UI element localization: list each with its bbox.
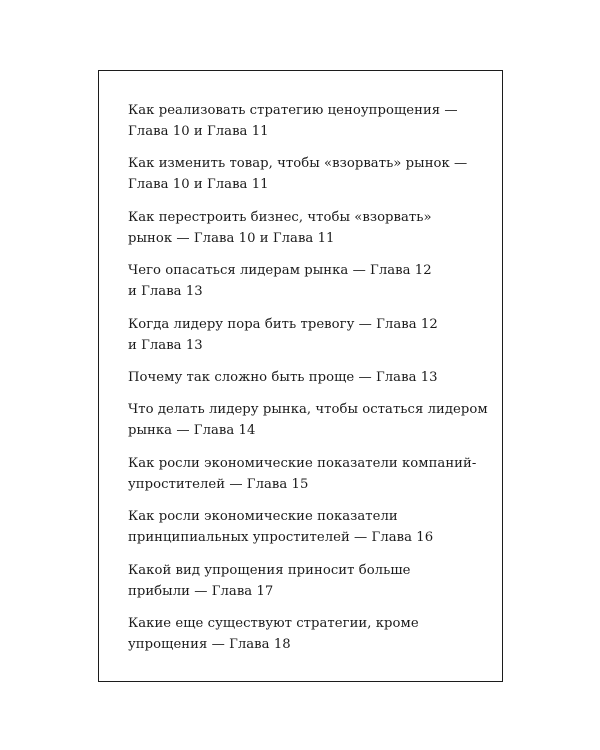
entry-line: Чего опасаться лидерам рынка — Глава 12 (128, 263, 432, 279)
list-item (128, 453, 478, 495)
list-item (128, 560, 478, 602)
list-item (128, 153, 478, 195)
entry-line: упрощения — Глава 18 (128, 636, 291, 652)
entry-line: рынка — Глава 14 (128, 423, 256, 439)
entry-line: и Глава 13 (128, 284, 203, 300)
entry-line: Когда лидеру пора бить тревогу — Глава 12 (128, 316, 438, 332)
entry-line: упростителей — Глава 15 (128, 476, 309, 492)
entry-line: Глава 10 и Глава 11 (128, 124, 269, 139)
list-item (128, 506, 478, 548)
entry-line: Как росли экономические показатели (128, 509, 398, 525)
entry-line: Глава 10 и Глава 11 (128, 177, 269, 193)
list-item (128, 613, 478, 655)
list-item (128, 399, 488, 441)
list-item (128, 367, 478, 388)
list-item (128, 260, 478, 302)
entry-line: рынок — Глава 10 и Глава 11 (128, 230, 335, 246)
entry-line: Как росли экономические показатели компаний- (128, 455, 477, 471)
entry-line: прибыли — Глава 17 (128, 583, 274, 599)
entry-line: и Глава 13 (128, 337, 203, 353)
list-item (128, 314, 478, 356)
entry-line: Как реализовать стратегию ценоупрощения — (128, 103, 458, 118)
entry-line: Что делать лидеру рынка, чтобы остаться лидером (128, 402, 488, 418)
entry-line: Почему так сложно быть проще — Глава 13 (128, 369, 438, 385)
list-item (128, 100, 478, 142)
list-item (128, 207, 478, 249)
chapter-guide-list (128, 100, 488, 666)
entry-line: Как перестроить бизнес, чтобы «взорвать» (128, 209, 432, 225)
entry-line: Какой вид упрощения приносит больше (128, 562, 411, 578)
entry-line: Как изменить товар, чтобы «взорвать» рынок — (128, 156, 468, 172)
entry-line: принципиальных упростителей — Глава 16 (128, 530, 434, 546)
entry-line: Какие еще существуют стратегии, кроме (128, 615, 419, 631)
